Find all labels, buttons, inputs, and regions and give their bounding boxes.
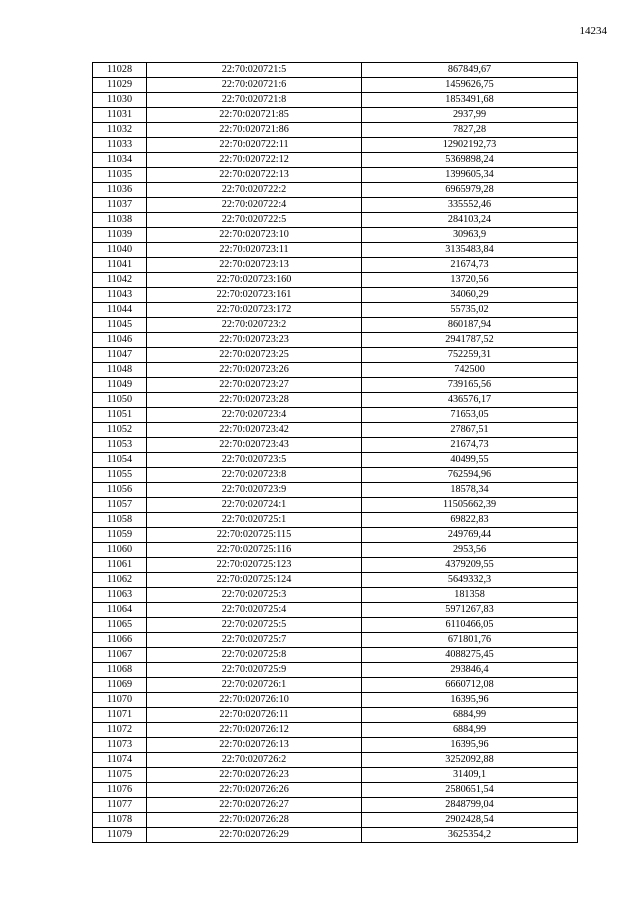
value-cell: 40499,55: [362, 453, 578, 468]
cadastral-number-cell: 22:70:020723:8: [147, 468, 362, 483]
value-cell: 21674,73: [362, 258, 578, 273]
value-cell: 6884,99: [362, 723, 578, 738]
value-cell: 16395,96: [362, 693, 578, 708]
cadastral-number-cell: 22:70:020723:23: [147, 333, 362, 348]
table-row: [93, 363, 578, 378]
table-row: [93, 453, 578, 468]
value-cell: 2848799,04: [362, 798, 578, 813]
table-row: [93, 678, 578, 693]
value-cell: 21674,73: [362, 438, 578, 453]
table-row: [93, 138, 578, 153]
table-row: [93, 813, 578, 828]
cadastral-number-cell: 22:70:020726:2: [147, 753, 362, 768]
cadastral-number-cell: 22:70:020726:13: [147, 738, 362, 753]
table-row: [93, 648, 578, 663]
value-cell: 436576,17: [362, 393, 578, 408]
value-cell: 293846,4: [362, 663, 578, 678]
cadastral-number-cell: 22:70:020723:161: [147, 288, 362, 303]
table-row: [93, 243, 578, 258]
cadastral-number-cell: 22:70:020725:9: [147, 663, 362, 678]
cadastral-number-cell: 22:70:020723:172: [147, 303, 362, 318]
value-cell: 5369898,24: [362, 153, 578, 168]
table-row: [93, 393, 578, 408]
table-row: [93, 318, 578, 333]
cadastral-number-cell: 22:70:020723:26: [147, 363, 362, 378]
value-cell: 7827,28: [362, 123, 578, 138]
table-row: [93, 183, 578, 198]
cadastral-number-cell: 22:70:020725:124: [147, 573, 362, 588]
row-number-cell: 11052: [93, 423, 147, 438]
row-number-cell: 11051: [93, 408, 147, 423]
row-number-cell: 11042: [93, 273, 147, 288]
row-number-cell: 11079: [93, 828, 147, 843]
value-cell: 4379209,55: [362, 558, 578, 573]
row-number-cell: 11044: [93, 303, 147, 318]
value-cell: 5649332,3: [362, 573, 578, 588]
cadastral-number-cell: 22:70:020726:26: [147, 783, 362, 798]
value-cell: 55735,02: [362, 303, 578, 318]
table-row: [93, 693, 578, 708]
cadastral-number-cell: 22:70:020722:4: [147, 198, 362, 213]
cadastral-number-cell: 22:70:020725:123: [147, 558, 362, 573]
table-row: [93, 798, 578, 813]
cadastral-number-cell: 22:70:020723:5: [147, 453, 362, 468]
value-cell: 762594,96: [362, 468, 578, 483]
cadastral-number-cell: 22:70:020721:5: [147, 63, 362, 78]
table-row: [93, 273, 578, 288]
value-cell: 12902192,73: [362, 138, 578, 153]
row-number-cell: 11053: [93, 438, 147, 453]
row-number-cell: 11041: [93, 258, 147, 273]
table-row: [93, 558, 578, 573]
row-number-cell: 11078: [93, 813, 147, 828]
cadastral-number-cell: 22:70:020723:28: [147, 393, 362, 408]
table-row: [93, 423, 578, 438]
value-cell: 860187,94: [362, 318, 578, 333]
value-cell: 335552,46: [362, 198, 578, 213]
cadastral-number-cell: 22:70:020722:5: [147, 213, 362, 228]
row-number-cell: 11058: [93, 513, 147, 528]
value-cell: 1459626,75: [362, 78, 578, 93]
value-cell: 284103,24: [362, 213, 578, 228]
row-number-cell: 11036: [93, 183, 147, 198]
table-row: [93, 708, 578, 723]
value-cell: 671801,76: [362, 633, 578, 648]
cadastral-value-table: [92, 62, 578, 843]
row-number-cell: 11035: [93, 168, 147, 183]
cadastral-number-cell: 22:70:020725:3: [147, 588, 362, 603]
cadastral-number-cell: 22:70:020723:25: [147, 348, 362, 363]
cadastral-number-cell: 22:70:020723:11: [147, 243, 362, 258]
cadastral-number-cell: 22:70:020725:5: [147, 618, 362, 633]
table-row: [93, 123, 578, 138]
cadastral-number-cell: 22:70:020721:85: [147, 108, 362, 123]
row-number-cell: 11048: [93, 363, 147, 378]
value-cell: 3252092,88: [362, 753, 578, 768]
cadastral-number-cell: 22:70:020723:2: [147, 318, 362, 333]
value-cell: 3135483,84: [362, 243, 578, 258]
value-cell: 11505662,39: [362, 498, 578, 513]
row-number-cell: 11043: [93, 288, 147, 303]
value-cell: 18578,34: [362, 483, 578, 498]
table-row: [93, 378, 578, 393]
value-cell: 2937,99: [362, 108, 578, 123]
page-number: 14234: [579, 25, 607, 37]
cadastral-number-cell: 22:70:020725:4: [147, 603, 362, 618]
value-cell: 1853491,68: [362, 93, 578, 108]
row-number-cell: 11061: [93, 558, 147, 573]
row-number-cell: 11040: [93, 243, 147, 258]
value-cell: 13720,56: [362, 273, 578, 288]
row-number-cell: 11062: [93, 573, 147, 588]
table-row: [93, 93, 578, 108]
value-cell: 1399605,34: [362, 168, 578, 183]
row-number-cell: 11056: [93, 483, 147, 498]
table-row: [93, 603, 578, 618]
row-number-cell: 11039: [93, 228, 147, 243]
row-number-cell: 11038: [93, 213, 147, 228]
row-number-cell: 11077: [93, 798, 147, 813]
table-row: [93, 768, 578, 783]
cadastral-number-cell: 22:70:020723:160: [147, 273, 362, 288]
table-row: [93, 783, 578, 798]
row-number-cell: 11046: [93, 333, 147, 348]
cadastral-number-cell: 22:70:020725:115: [147, 528, 362, 543]
table-row: [93, 588, 578, 603]
value-cell: 2580651,54: [362, 783, 578, 798]
table-row: [93, 483, 578, 498]
value-cell: 6965979,28: [362, 183, 578, 198]
table-row: [93, 753, 578, 768]
cadastral-number-cell: 22:70:020726:11: [147, 708, 362, 723]
table-row: [93, 333, 578, 348]
row-number-cell: 11030: [93, 93, 147, 108]
row-number-cell: 11028: [93, 63, 147, 78]
table-row: [93, 198, 578, 213]
row-number-cell: 11072: [93, 723, 147, 738]
value-cell: 2902428,54: [362, 813, 578, 828]
table-row: [93, 63, 578, 78]
value-cell: 6110466,05: [362, 618, 578, 633]
table-row: [93, 573, 578, 588]
cadastral-number-cell: 22:70:020726:10: [147, 693, 362, 708]
row-number-cell: 11070: [93, 693, 147, 708]
row-number-cell: 11066: [93, 633, 147, 648]
table-row: [93, 303, 578, 318]
table-row: [93, 408, 578, 423]
row-number-cell: 11034: [93, 153, 147, 168]
value-cell: 752259,31: [362, 348, 578, 363]
cadastral-number-cell: 22:70:020722:11: [147, 138, 362, 153]
cadastral-number-cell: 22:70:020723:43: [147, 438, 362, 453]
table-row: [93, 663, 578, 678]
table-row: [93, 213, 578, 228]
table-row: [93, 738, 578, 753]
cadastral-number-cell: 22:70:020723:42: [147, 423, 362, 438]
row-number-cell: 11054: [93, 453, 147, 468]
table-body: [93, 63, 578, 843]
cadastral-number-cell: 22:70:020725:1: [147, 513, 362, 528]
table-row: [93, 528, 578, 543]
cadastral-number-cell: 22:70:020723:10: [147, 228, 362, 243]
table-row: [93, 168, 578, 183]
table-row: [93, 153, 578, 168]
value-cell: 867849,67: [362, 63, 578, 78]
value-cell: 6884,99: [362, 708, 578, 723]
table-row: [93, 348, 578, 363]
cadastral-number-cell: 22:70:020722:12: [147, 153, 362, 168]
row-number-cell: 11069: [93, 678, 147, 693]
table-row: [93, 618, 578, 633]
cadastral-number-cell: 22:70:020723:13: [147, 258, 362, 273]
cadastral-number-cell: 22:70:020726:1: [147, 678, 362, 693]
row-number-cell: 11049: [93, 378, 147, 393]
row-number-cell: 11074: [93, 753, 147, 768]
row-number-cell: 11063: [93, 588, 147, 603]
value-cell: 3625354,2: [362, 828, 578, 843]
row-number-cell: 11075: [93, 768, 147, 783]
table-row: [93, 78, 578, 93]
table-row: [93, 498, 578, 513]
value-cell: 181358: [362, 588, 578, 603]
cadastral-number-cell: 22:70:020725:116: [147, 543, 362, 558]
value-cell: 34060,29: [362, 288, 578, 303]
cadastral-number-cell: 22:70:020721:6: [147, 78, 362, 93]
row-number-cell: 11037: [93, 198, 147, 213]
row-number-cell: 11050: [93, 393, 147, 408]
cadastral-number-cell: 22:70:020723:9: [147, 483, 362, 498]
value-cell: 31409,1: [362, 768, 578, 783]
value-cell: 6660712,08: [362, 678, 578, 693]
table-row: [93, 543, 578, 558]
table-row: [93, 288, 578, 303]
cadastral-number-cell: 22:70:020725:8: [147, 648, 362, 663]
row-number-cell: 11073: [93, 738, 147, 753]
row-number-cell: 11057: [93, 498, 147, 513]
value-cell: 249769,44: [362, 528, 578, 543]
value-cell: 30963,9: [362, 228, 578, 243]
table-row: [93, 468, 578, 483]
row-number-cell: 11071: [93, 708, 147, 723]
row-number-cell: 11032: [93, 123, 147, 138]
cadastral-number-cell: 22:70:020725:7: [147, 633, 362, 648]
row-number-cell: 11067: [93, 648, 147, 663]
value-cell: 69822,83: [362, 513, 578, 528]
row-number-cell: 11031: [93, 108, 147, 123]
cadastral-number-cell: 22:70:020721:86: [147, 123, 362, 138]
cadastral-number-cell: 22:70:020726:12: [147, 723, 362, 738]
row-number-cell: 11064: [93, 603, 147, 618]
value-cell: 16395,96: [362, 738, 578, 753]
value-cell: 27867,51: [362, 423, 578, 438]
cadastral-number-cell: 22:70:020724:1: [147, 498, 362, 513]
row-number-cell: 11033: [93, 138, 147, 153]
table-row: [93, 108, 578, 123]
table-row: [93, 438, 578, 453]
row-number-cell: 11059: [93, 528, 147, 543]
row-number-cell: 11068: [93, 663, 147, 678]
row-number-cell: 11029: [93, 78, 147, 93]
cadastral-number-cell: 22:70:020726:27: [147, 798, 362, 813]
cadastral-number-cell: 22:70:020726:29: [147, 828, 362, 843]
cadastral-number-cell: 22:70:020721:8: [147, 93, 362, 108]
table-row: [93, 513, 578, 528]
cadastral-number-cell: 22:70:020722:2: [147, 183, 362, 198]
value-cell: 71653,05: [362, 408, 578, 423]
value-cell: 2941787,52: [362, 333, 578, 348]
value-cell: 2953,56: [362, 543, 578, 558]
row-number-cell: 11060: [93, 543, 147, 558]
row-number-cell: 11045: [93, 318, 147, 333]
row-number-cell: 11055: [93, 468, 147, 483]
table-row: [93, 258, 578, 273]
cadastral-number-cell: 22:70:020722:13: [147, 168, 362, 183]
row-number-cell: 11047: [93, 348, 147, 363]
row-number-cell: 11065: [93, 618, 147, 633]
cadastral-number-cell: 22:70:020723:4: [147, 408, 362, 423]
value-cell: 739165,56: [362, 378, 578, 393]
value-cell: 742500: [362, 363, 578, 378]
cadastral-number-cell: 22:70:020723:27: [147, 378, 362, 393]
table-row: [93, 228, 578, 243]
table-row: [93, 828, 578, 843]
table-row: [93, 723, 578, 738]
value-cell: 4088275,45: [362, 648, 578, 663]
cadastral-number-cell: 22:70:020726:23: [147, 768, 362, 783]
table-row: [93, 633, 578, 648]
value-cell: 5971267,83: [362, 603, 578, 618]
cadastral-number-cell: 22:70:020726:28: [147, 813, 362, 828]
row-number-cell: 11076: [93, 783, 147, 798]
